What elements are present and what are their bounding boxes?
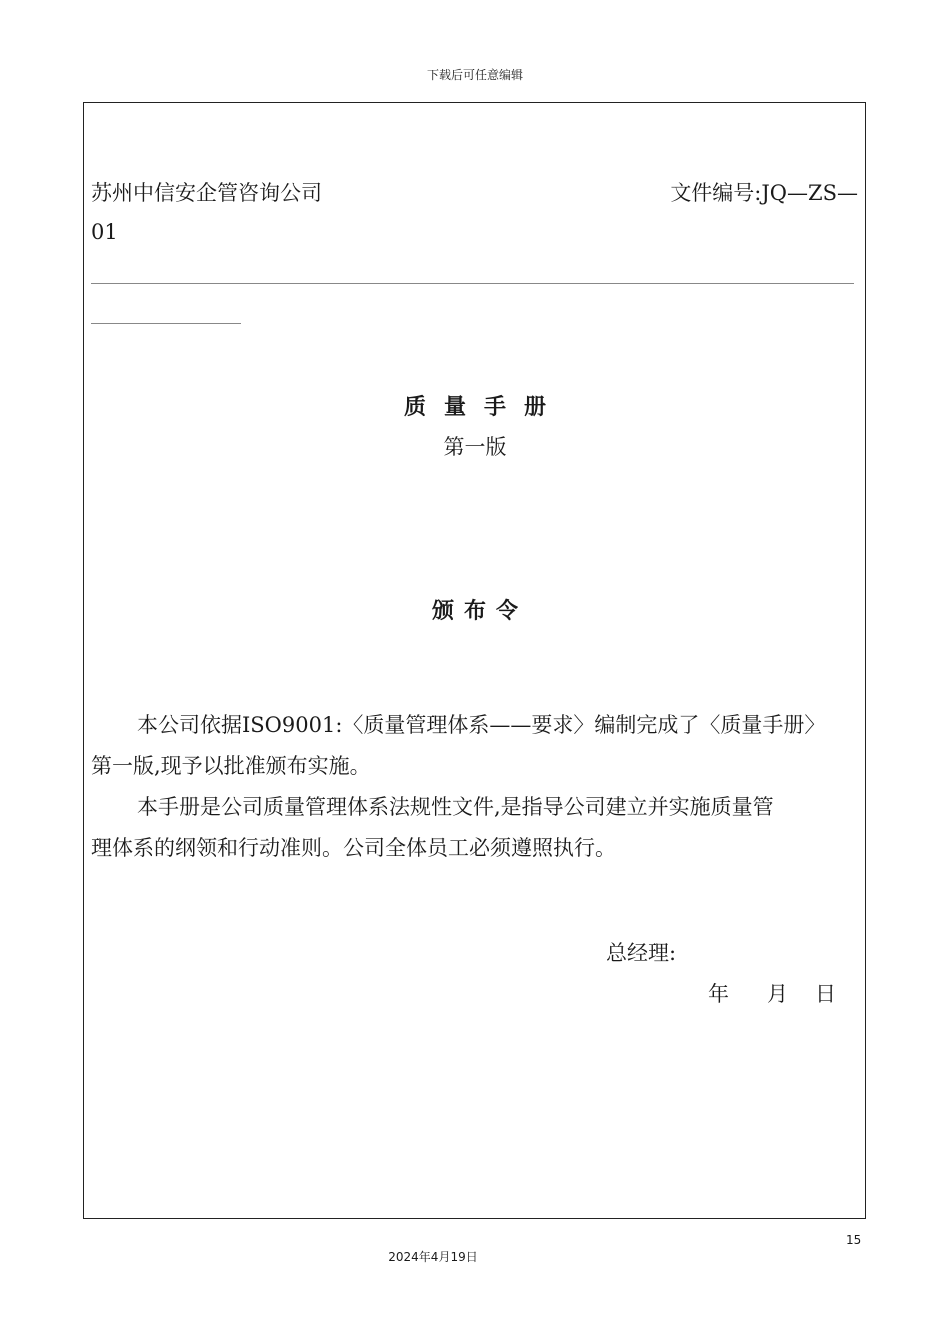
signature-date [708, 978, 836, 1008]
header-note: 下载后可任意编辑 [426, 68, 523, 82]
date-day: 日 [815, 982, 836, 1006]
paragraph-2-line-2: 理体系的纲领和行动准则。公司全体员工必须遵照执行。 [91, 836, 616, 860]
document-number: 文件编号:JQ—ZS— [670, 181, 858, 205]
page-number: 15 [846, 1233, 862, 1247]
general-manager-signature-label: 总经理: [606, 941, 677, 965]
divider-line [91, 283, 854, 284]
decree-title: 颁布令 [431, 598, 528, 624]
divider-line-short [91, 323, 241, 324]
paragraph-2-line-1: 本手册是公司质量管理体系法规性文件,是指导公司建立并实施质量管 [137, 795, 774, 819]
paragraph-1-line-2: 第一版,现予以批准颁布实施。 [91, 754, 371, 778]
company-name: 苏州中信安企管咨询公司 [91, 181, 322, 205]
paragraph-1-line-1: 本公司依据ISO9001:〈质量管理体系——要求〉编制完成了〈质量手册〉 [137, 713, 826, 737]
date-month: 月 [767, 982, 788, 1006]
document-number-continued: 01 [91, 220, 118, 244]
document-frame [83, 102, 866, 1219]
date-year: 年 [708, 982, 729, 1006]
footer-date: 2024年4月19日 [388, 1250, 478, 1264]
manual-title: 质量手册 [403, 394, 564, 420]
edition-label: 第一版 [443, 435, 507, 459]
